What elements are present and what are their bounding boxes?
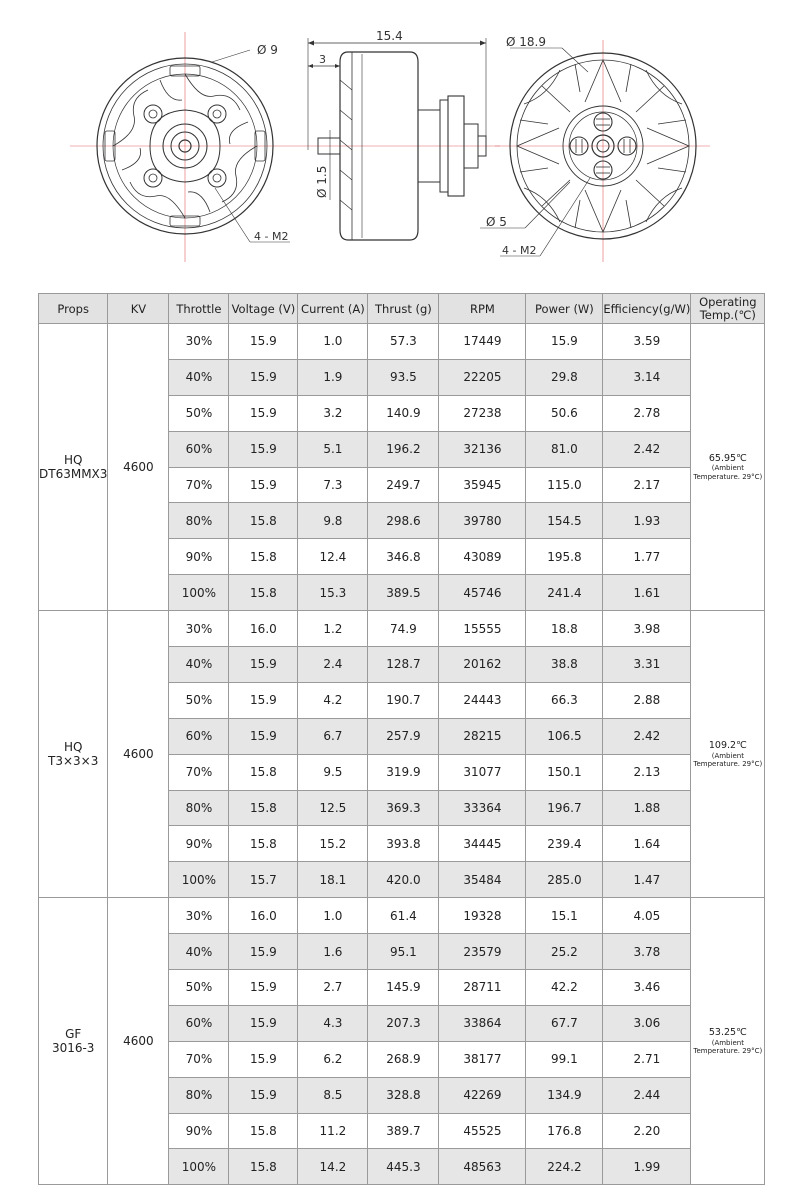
throttle-cell: 30% [169, 611, 229, 647]
efficiency-cell: 2.71 [603, 1041, 691, 1077]
voltage-cell: 15.8 [229, 575, 298, 611]
kv-cell: 4600 [108, 898, 169, 1185]
current-cell: 18.1 [298, 862, 368, 898]
rpm-cell: 42269 [439, 1077, 526, 1113]
voltage-cell: 15.9 [229, 647, 298, 683]
prop-name-cell [39, 898, 108, 1185]
header-power: Power (W) [526, 294, 603, 324]
table-header-row [39, 294, 765, 324]
prop-name-line: T3×3×3 [48, 754, 99, 769]
efficiency-cell: 3.31 [603, 647, 691, 683]
current-cell: 11.2 [298, 1113, 368, 1149]
throttle-cell: 80% [169, 790, 229, 826]
efficiency-cell: 1.88 [603, 790, 691, 826]
header-voltage: Voltage (V) [229, 294, 298, 324]
power-cell: 25.2 [526, 934, 603, 970]
current-cell: 3.2 [298, 395, 368, 431]
throttle-cell: 70% [169, 754, 229, 790]
current-cell: 7.3 [298, 467, 368, 503]
ambient-temp-note: Temperature. 29°C) [693, 1046, 763, 1055]
voltage-cell: 16.0 [229, 898, 298, 934]
thrust-cell: 74.9 [368, 611, 439, 647]
prop-name-line: HQ [63, 453, 83, 468]
thrust-cell: 346.8 [368, 539, 439, 575]
power-cell: 224.2 [526, 1149, 603, 1185]
thrust-cell: 95.1 [368, 934, 439, 970]
rpm-cell: 43089 [439, 539, 526, 575]
current-cell: 12.4 [298, 539, 368, 575]
current-cell: 14.2 [298, 1149, 368, 1185]
efficiency-cell: 1.61 [603, 575, 691, 611]
efficiency-cell: 2.20 [603, 1113, 691, 1149]
power-cell: 134.9 [526, 1077, 603, 1113]
operating-temp-value: 65.95℃ [708, 452, 747, 464]
operating-temp-value: 109.2℃ [708, 739, 747, 751]
throttle-cell: 90% [169, 539, 229, 575]
voltage-cell: 15.9 [229, 1041, 298, 1077]
thrust-cell: 393.8 [368, 826, 439, 862]
ambient-temp-note: Temperature. 29°C) [693, 472, 763, 481]
thrust-cell: 420.0 [368, 862, 439, 898]
header-props: Props [39, 294, 108, 324]
power-cell: 50.6 [526, 395, 603, 431]
power-cell: 239.4 [526, 826, 603, 862]
power-cell: 115.0 [526, 467, 603, 503]
prop-name-cell [39, 611, 108, 898]
throttle-cell: 70% [169, 467, 229, 503]
efficiency-cell: 2.42 [603, 718, 691, 754]
throttle-cell: 80% [169, 503, 229, 539]
rpm-cell: 17449 [439, 324, 526, 360]
operating-temp-value: 53.25℃ [708, 1026, 747, 1038]
throttle-cell: 50% [169, 970, 229, 1006]
power-cell: 154.5 [526, 503, 603, 539]
current-cell: 6.7 [298, 718, 368, 754]
ambient-temp-note: (Ambient [711, 464, 744, 473]
voltage-cell: 15.9 [229, 359, 298, 395]
voltage-cell: 15.9 [229, 431, 298, 467]
throttle-cell: 40% [169, 647, 229, 683]
throttle-cell: 50% [169, 682, 229, 718]
table-row [39, 611, 765, 647]
header-throttle: Throttle [169, 294, 229, 324]
rpm-cell: 19328 [439, 898, 526, 934]
throttle-cell: 90% [169, 1113, 229, 1149]
current-cell: 2.7 [298, 970, 368, 1006]
rear-mount-holes-label: 4 - M2 [502, 244, 537, 257]
thrust-cell: 140.9 [368, 395, 439, 431]
voltage-cell: 15.8 [229, 790, 298, 826]
throttle-cell: 60% [169, 431, 229, 467]
voltage-cell: 15.9 [229, 682, 298, 718]
throttle-cell: 80% [169, 1077, 229, 1113]
operating-temp-cell [691, 324, 765, 611]
throttle-cell: 100% [169, 1149, 229, 1185]
voltage-cell: 15.8 [229, 1149, 298, 1185]
power-cell: 67.7 [526, 1005, 603, 1041]
voltage-cell: 15.8 [229, 826, 298, 862]
efficiency-cell: 1.93 [603, 503, 691, 539]
efficiency-cell: 3.46 [603, 970, 691, 1006]
thrust-cell: 319.9 [368, 754, 439, 790]
rpm-cell: 33864 [439, 1005, 526, 1041]
throttle-cell: 40% [169, 934, 229, 970]
throttle-cell: 60% [169, 1005, 229, 1041]
side-view [300, 38, 500, 240]
voltage-cell: 15.7 [229, 862, 298, 898]
rpm-cell: 33364 [439, 790, 526, 826]
rpm-cell: 39780 [439, 503, 526, 539]
throttle-cell: 90% [169, 826, 229, 862]
ambient-temp-note: (Ambient [711, 751, 744, 760]
rear-outer-diameter-label: Ø 18.9 [506, 35, 546, 49]
efficiency-cell: 1.77 [603, 539, 691, 575]
voltage-cell: 15.9 [229, 395, 298, 431]
header-operating-temp [691, 294, 765, 324]
current-cell: 12.5 [298, 790, 368, 826]
rear-view [480, 40, 710, 262]
current-cell: 9.5 [298, 754, 368, 790]
voltage-cell: 15.9 [229, 1077, 298, 1113]
table-row [39, 324, 765, 360]
front-view [70, 32, 300, 262]
prop-name-line: GF [65, 1027, 82, 1042]
current-cell: 6.2 [298, 1041, 368, 1077]
thrust-cell: 145.9 [368, 970, 439, 1006]
rpm-cell: 32136 [439, 431, 526, 467]
thrust-cell: 57.3 [368, 324, 439, 360]
rpm-cell: 35484 [439, 862, 526, 898]
efficiency-cell: 1.64 [603, 826, 691, 862]
efficiency-cell: 4.05 [603, 898, 691, 934]
current-cell: 4.2 [298, 682, 368, 718]
operating-temp-cell [691, 611, 765, 898]
current-cell: 1.2 [298, 611, 368, 647]
header-temp-line-1: Operating [699, 294, 757, 309]
rpm-cell: 28215 [439, 718, 526, 754]
power-cell: 99.1 [526, 1041, 603, 1077]
kv-cell: 4600 [108, 611, 169, 898]
current-cell: 15.3 [298, 575, 368, 611]
front-mount-holes-label: 4 - M2 [254, 230, 289, 243]
prop-name-cell [39, 324, 108, 611]
current-cell: 5.1 [298, 431, 368, 467]
throttle-cell: 100% [169, 575, 229, 611]
motor-technical-drawing [0, 0, 790, 290]
table-body [39, 324, 765, 1185]
thrust-cell: 369.3 [368, 790, 439, 826]
power-cell: 15.1 [526, 898, 603, 934]
efficiency-cell: 3.06 [603, 1005, 691, 1041]
voltage-cell: 16.0 [229, 611, 298, 647]
power-cell: 38.8 [526, 647, 603, 683]
voltage-cell: 15.9 [229, 934, 298, 970]
voltage-cell: 15.8 [229, 503, 298, 539]
power-cell: 176.8 [526, 1113, 603, 1149]
voltage-cell: 15.9 [229, 324, 298, 360]
thrust-cell: 389.7 [368, 1113, 439, 1149]
efficiency-cell: 3.98 [603, 611, 691, 647]
thrust-cell: 328.8 [368, 1077, 439, 1113]
rpm-cell: 38177 [439, 1041, 526, 1077]
header-current: Current (A) [298, 294, 368, 324]
rpm-cell: 28711 [439, 970, 526, 1006]
rpm-cell: 24443 [439, 682, 526, 718]
power-cell: 18.8 [526, 611, 603, 647]
efficiency-cell: 1.47 [603, 862, 691, 898]
power-cell: 15.9 [526, 324, 603, 360]
thrust-cell: 389.5 [368, 575, 439, 611]
throttle-cell: 60% [169, 718, 229, 754]
operating-temp-cell [691, 898, 765, 1185]
thrust-cell: 196.2 [368, 431, 439, 467]
power-cell: 195.8 [526, 539, 603, 575]
thrust-cell: 249.7 [368, 467, 439, 503]
ambient-temp-note: Temperature. 29°C) [693, 759, 763, 768]
front-shaft-diameter-label: Ø 9 [257, 43, 278, 57]
header-thrust: Thrust (g) [368, 294, 439, 324]
table-row [39, 898, 765, 934]
efficiency-cell: 3.14 [603, 359, 691, 395]
voltage-cell: 15.9 [229, 970, 298, 1006]
power-cell: 285.0 [526, 862, 603, 898]
efficiency-cell: 2.78 [603, 395, 691, 431]
side-offset-label: 3 [319, 53, 326, 66]
header-temp-line-2: Temp.(℃) [699, 307, 756, 322]
efficiency-cell: 2.88 [603, 682, 691, 718]
voltage-cell: 15.8 [229, 1113, 298, 1149]
voltage-cell: 15.9 [229, 718, 298, 754]
throttle-cell: 40% [169, 359, 229, 395]
rpm-cell: 45746 [439, 575, 526, 611]
power-cell: 150.1 [526, 754, 603, 790]
motor-performance-table [38, 293, 765, 1185]
voltage-cell: 15.8 [229, 539, 298, 575]
throttle-cell: 30% [169, 898, 229, 934]
thrust-cell: 257.9 [368, 718, 439, 754]
throttle-cell: 50% [169, 395, 229, 431]
prop-name-line: DT63MMX3 [39, 467, 108, 482]
efficiency-cell: 2.44 [603, 1077, 691, 1113]
current-cell: 1.9 [298, 359, 368, 395]
power-cell: 241.4 [526, 575, 603, 611]
rpm-cell: 48563 [439, 1149, 526, 1185]
thrust-cell: 445.3 [368, 1149, 439, 1185]
current-cell: 4.3 [298, 1005, 368, 1041]
ambient-temp-note: (Ambient [711, 1038, 744, 1047]
voltage-cell: 15.8 [229, 754, 298, 790]
voltage-cell: 15.9 [229, 1005, 298, 1041]
header-efficiency: Efficiency(g/W) [603, 294, 691, 324]
thrust-cell: 93.5 [368, 359, 439, 395]
rear-inner-diameter-label: Ø 5 [486, 215, 507, 229]
efficiency-cell: 2.17 [603, 467, 691, 503]
throttle-cell: 100% [169, 862, 229, 898]
current-cell: 1.0 [298, 898, 368, 934]
thrust-cell: 268.9 [368, 1041, 439, 1077]
current-cell: 8.5 [298, 1077, 368, 1113]
thrust-cell: 128.7 [368, 647, 439, 683]
thrust-cell: 298.6 [368, 503, 439, 539]
efficiency-cell: 2.13 [603, 754, 691, 790]
thrust-cell: 61.4 [368, 898, 439, 934]
rpm-cell: 22205 [439, 359, 526, 395]
rpm-cell: 15555 [439, 611, 526, 647]
rpm-cell: 34445 [439, 826, 526, 862]
rpm-cell: 35945 [439, 467, 526, 503]
power-cell: 81.0 [526, 431, 603, 467]
throttle-cell: 70% [169, 1041, 229, 1077]
current-cell: 15.2 [298, 826, 368, 862]
power-cell: 29.8 [526, 359, 603, 395]
kv-cell: 4600 [108, 324, 169, 611]
throttle-cell: 30% [169, 324, 229, 360]
side-overall-length-label: 15.4 [376, 29, 403, 43]
voltage-cell: 15.9 [229, 467, 298, 503]
rpm-cell: 27238 [439, 395, 526, 431]
thrust-cell: 190.7 [368, 682, 439, 718]
header-rpm: RPM [439, 294, 526, 324]
power-cell: 106.5 [526, 718, 603, 754]
rpm-cell: 45525 [439, 1113, 526, 1149]
prop-name-line: HQ [63, 740, 83, 755]
efficiency-cell: 1.99 [603, 1149, 691, 1185]
side-shaft-diameter-label: Ø 1.5 [315, 165, 329, 198]
header-kv: KV [108, 294, 169, 324]
rpm-cell: 20162 [439, 647, 526, 683]
power-cell: 196.7 [526, 790, 603, 826]
power-cell: 42.2 [526, 970, 603, 1006]
rpm-cell: 23579 [439, 934, 526, 970]
current-cell: 1.6 [298, 934, 368, 970]
current-cell: 9.8 [298, 503, 368, 539]
efficiency-cell: 3.59 [603, 324, 691, 360]
current-cell: 2.4 [298, 647, 368, 683]
thrust-cell: 207.3 [368, 1005, 439, 1041]
power-cell: 66.3 [526, 682, 603, 718]
current-cell: 1.0 [298, 324, 368, 360]
efficiency-cell: 3.78 [603, 934, 691, 970]
prop-name-line: 3016-3 [51, 1041, 95, 1056]
rpm-cell: 31077 [439, 754, 526, 790]
efficiency-cell: 2.42 [603, 431, 691, 467]
